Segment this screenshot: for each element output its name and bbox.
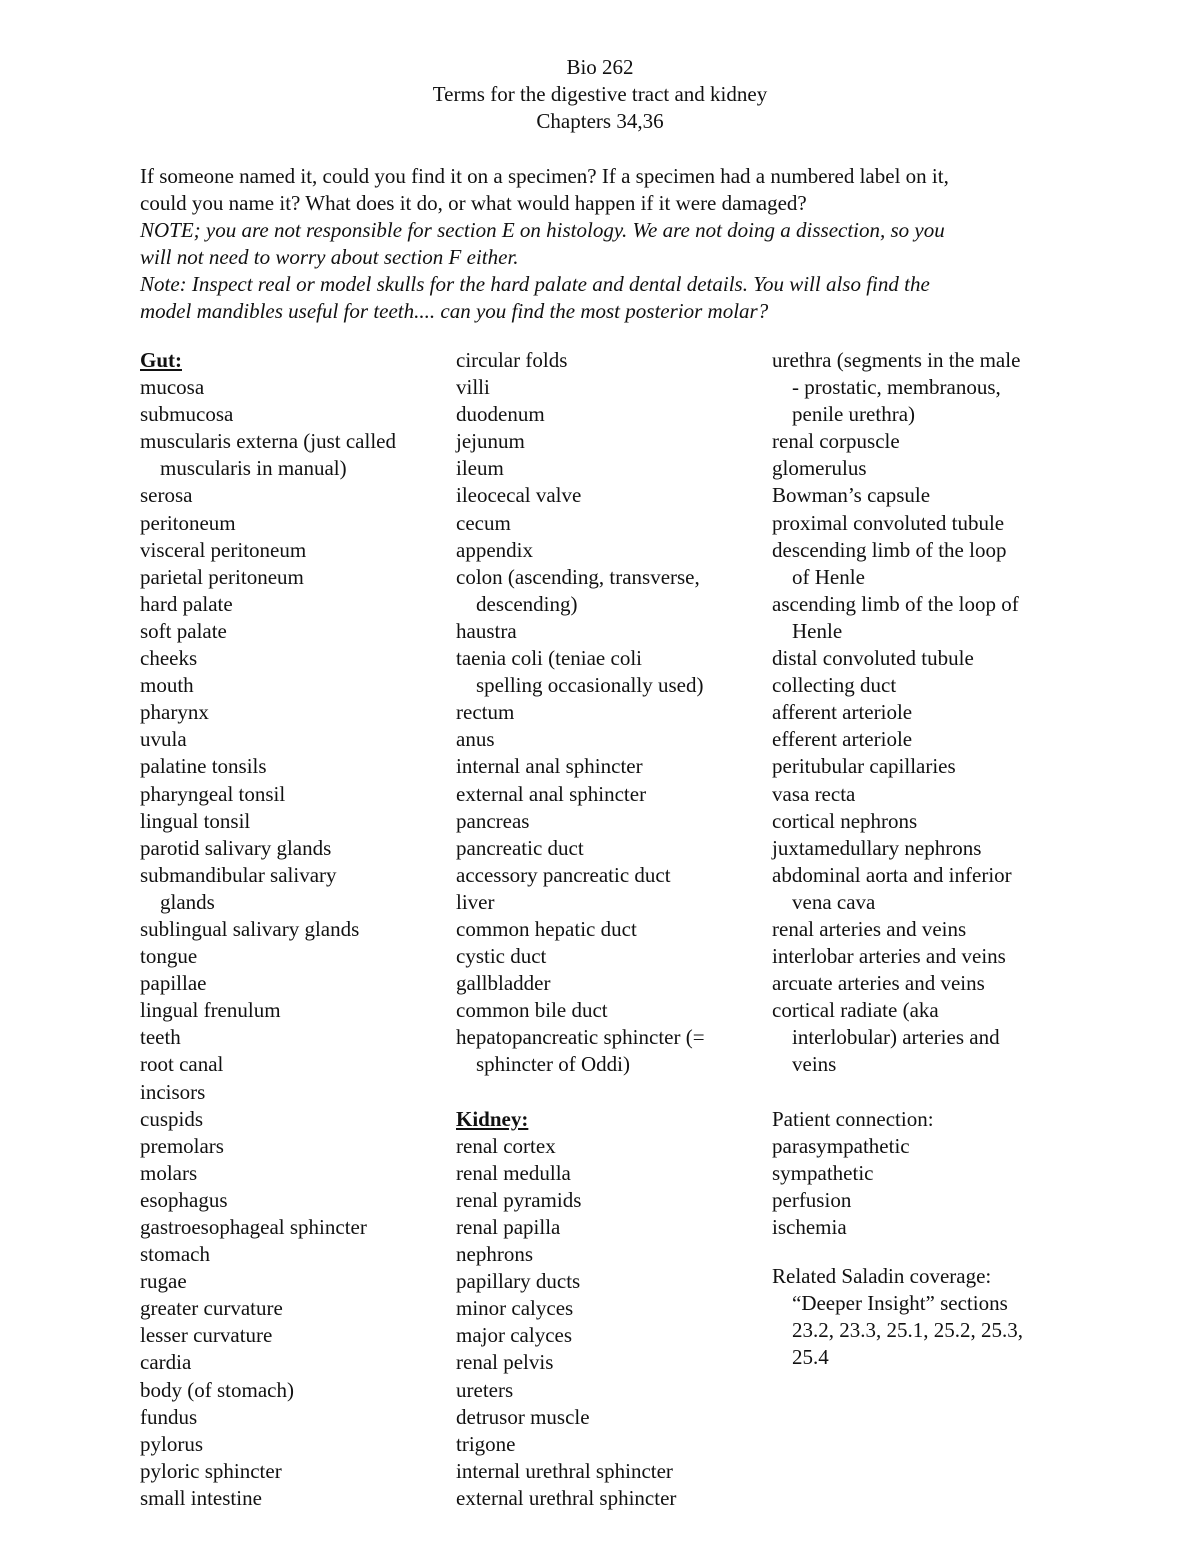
term-item: lesser curvature — [140, 1323, 273, 1348]
term-item: vasa recta — [772, 781, 856, 806]
term-item: ileocecal valve — [456, 483, 582, 508]
term-item: internal urethral sphincter — [456, 1458, 673, 1483]
term-item: parotid salivary glands — [140, 835, 332, 860]
term-item-line: urethra (segments in the male — [772, 348, 1021, 372]
term-item: tongue — [140, 944, 198, 969]
patient-connection-heading: Patient connection: — [772, 1106, 934, 1131]
term-item: uvula — [140, 727, 187, 752]
saladin-line: 23.2, 23.3, 25.1, 25.2, 25.3, — [792, 1318, 1023, 1343]
term-item: papillae — [140, 971, 207, 996]
term-item-continuation: glands — [160, 889, 215, 914]
term-item: premolars — [140, 1133, 224, 1158]
term-item: lingual frenulum — [140, 998, 281, 1023]
term-item: villi — [456, 375, 490, 400]
term-item-continuation: vena cava — [792, 889, 876, 914]
document-header — [0, 54, 1200, 135]
term-item-continuation: muscularis in manual) — [160, 456, 347, 481]
term-item: renal pelvis — [456, 1350, 554, 1375]
term-item: haustra — [456, 618, 517, 643]
section-spacer — [456, 1079, 756, 1106]
term-item: efferent arteriole — [772, 727, 913, 752]
term-item: trigone — [456, 1431, 516, 1456]
term-item: incisors — [140, 1079, 206, 1104]
term-item-line: ascending limb of the loop of — [772, 591, 1019, 616]
term-item-continuation: spelling occasionally used) — [476, 673, 704, 698]
chapters-line: Chapters 34,36 — [536, 109, 664, 134]
term-item: renal pyramids — [456, 1187, 582, 1212]
term-item: internal anal sphincter — [456, 754, 643, 779]
term-item: cuspids — [140, 1106, 203, 1131]
term-item: gallbladder — [456, 971, 551, 996]
term-item: peritoneum — [140, 510, 236, 535]
saladin-line: 25.4 — [792, 1345, 829, 1370]
terms-column-3 — [772, 347, 1072, 1371]
term-item — [456, 564, 756, 618]
term-item: rectum — [456, 700, 515, 725]
term-item: detrusor muscle — [456, 1404, 590, 1429]
term-item: major calyces — [456, 1323, 573, 1348]
term-item-line: cortical radiate (aka — [772, 998, 939, 1023]
term-item-continuation: Henle — [792, 618, 843, 643]
term-item: external anal sphincter — [456, 781, 647, 806]
term-item: pylorus — [140, 1431, 203, 1456]
term-item: afferent arteriole — [772, 700, 913, 725]
term-item: cecum — [456, 510, 511, 535]
term-item: pharyngeal tonsil — [140, 781, 286, 806]
document-title: Terms for the digestive tract and kidney — [432, 82, 768, 107]
section-spacer — [772, 1241, 1072, 1263]
term-item: serosa — [140, 483, 193, 508]
term-item: ileum — [456, 456, 504, 481]
term-item: accessory pancreatic duct — [456, 862, 671, 887]
section-spacer — [772, 1079, 1072, 1106]
term-item-line: hepatopancreatic sphincter (= — [456, 1025, 705, 1050]
term-item: peritubular capillaries — [772, 754, 956, 779]
term-item: juxtamedullary nephrons — [772, 835, 982, 860]
kidney-heading: Kidney: — [456, 1106, 529, 1131]
term-item-continuation: interlobular) arteries and — [792, 1025, 1000, 1050]
term-item: cheeks — [140, 646, 198, 671]
term-item — [772, 862, 1072, 916]
term-item-line: descending limb of the loop — [772, 537, 1007, 562]
term-item-line: submandibular salivary — [140, 862, 337, 887]
term-item: pancreas — [456, 808, 530, 833]
intro-line: If someone named it, could you find it on a specimen? If a specimen had a numbered label on it, — [140, 164, 949, 188]
term-item: sympathetic — [772, 1160, 874, 1185]
term-item-line: abdominal aorta and inferior — [772, 862, 1012, 887]
term-item: collecting duct — [772, 673, 897, 698]
term-item — [140, 862, 440, 916]
saladin-heading: Related Saladin coverage: — [772, 1264, 992, 1289]
note-line: model mandibles useful for teeth.... can you find the most posterior molar? — [140, 299, 769, 324]
term-item: cystic duct — [456, 944, 547, 969]
term-item: renal papilla — [456, 1215, 561, 1239]
term-item-continuation: veins — [792, 1052, 837, 1077]
term-item: liver — [456, 889, 495, 914]
term-item: sublingual salivary glands — [140, 916, 360, 941]
term-item: pyloric sphincter — [140, 1458, 282, 1483]
terms-column-1 — [140, 347, 440, 1512]
term-item: proximal convoluted tubule — [772, 510, 1005, 535]
term-item-line: muscularis externa (just called — [140, 429, 396, 454]
term-item: common hepatic duct — [456, 916, 637, 941]
term-item — [140, 428, 440, 482]
term-item: glomerulus — [772, 456, 867, 481]
term-item: common bile duct — [456, 998, 608, 1023]
term-item: greater curvature — [140, 1296, 283, 1321]
term-item: arcuate arteries and veins — [772, 971, 985, 996]
term-item: minor calyces — [456, 1296, 574, 1321]
term-item-continuation: penile urethra) — [792, 402, 916, 427]
term-item: anus — [456, 727, 495, 752]
term-item: papillary ducts — [456, 1269, 581, 1294]
term-item: renal arteries and veins — [772, 916, 967, 941]
term-item: renal medulla — [456, 1160, 571, 1185]
term-item: cortical nephrons — [772, 808, 918, 833]
term-item: parietal peritoneum — [140, 564, 304, 589]
term-item: ischemia — [772, 1215, 847, 1239]
term-item-continuation: sphincter of Oddi) — [476, 1052, 630, 1077]
term-item: nephrons — [456, 1242, 533, 1267]
term-item-continuation: descending) — [476, 591, 578, 616]
intro-line: could you name it? What does it do, or what would happen if it were damaged? — [140, 191, 807, 216]
term-item: circular folds — [456, 348, 568, 372]
gut-heading: Gut: — [140, 348, 182, 372]
term-item: esophagus — [140, 1187, 228, 1212]
term-item: stomach — [140, 1242, 210, 1267]
term-item — [772, 997, 1072, 1078]
term-item: jejunum — [456, 429, 525, 454]
term-item: appendix — [456, 537, 533, 562]
intro-paragraph — [140, 163, 1070, 326]
term-item: molars — [140, 1160, 198, 1185]
term-item: rugae — [140, 1269, 187, 1294]
term-item: perfusion — [772, 1187, 852, 1212]
term-item — [772, 591, 1072, 645]
term-item: interlobar arteries and veins — [772, 944, 1006, 969]
term-item-continuation: - prostatic, membranous, — [792, 375, 1001, 400]
term-item — [772, 537, 1072, 591]
note-line: Note: Inspect real or model skulls for the hard palate and dental details. You will also find the — [140, 272, 930, 297]
term-item: root canal — [140, 1052, 224, 1077]
term-item: teeth — [140, 1025, 181, 1050]
term-item: body (of stomach) — [140, 1377, 294, 1402]
term-item: pancreatic duct — [456, 835, 584, 860]
term-item: external urethral sphincter — [456, 1485, 677, 1510]
term-item-continuation: of Henle — [792, 564, 865, 589]
term-item: small intestine — [140, 1485, 262, 1510]
term-item — [456, 1024, 756, 1078]
term-item: fundus — [140, 1404, 198, 1429]
term-item-line: colon (ascending, transverse, — [456, 564, 700, 589]
term-item: distal convoluted tubule — [772, 646, 974, 671]
term-item: visceral peritoneum — [140, 537, 307, 562]
note-line: will not need to worry about section F either. — [140, 245, 519, 270]
term-item: Bowman’s capsule — [772, 483, 931, 508]
term-item: soft palate — [140, 618, 227, 643]
term-item: duodenum — [456, 402, 545, 427]
terms-column-2 — [456, 347, 756, 1512]
term-item-line: taenia coli (teniae coli — [456, 646, 642, 671]
term-item — [772, 347, 1072, 428]
term-item: ureters — [456, 1377, 514, 1402]
term-item: palatine tonsils — [140, 754, 267, 779]
term-item: renal corpuscle — [772, 429, 900, 454]
term-item: hard palate — [140, 591, 233, 616]
term-item: cardia — [140, 1350, 192, 1375]
term-item: pharynx — [140, 700, 209, 725]
term-item — [456, 645, 756, 699]
term-item: mucosa — [140, 375, 205, 400]
course-title: Bio 262 — [566, 55, 634, 79]
term-item: submucosa — [140, 402, 234, 427]
term-item: parasympathetic — [772, 1133, 910, 1158]
term-item: gastroesophageal sphincter — [140, 1215, 367, 1239]
saladin-line: “Deeper Insight” sections — [792, 1291, 1008, 1316]
note-line: NOTE; you are not responsible for section E on histology. We are not doing a dissection, so you — [140, 218, 945, 243]
term-item: mouth — [140, 673, 194, 698]
term-item: renal cortex — [456, 1133, 556, 1158]
term-item: lingual tonsil — [140, 808, 251, 833]
